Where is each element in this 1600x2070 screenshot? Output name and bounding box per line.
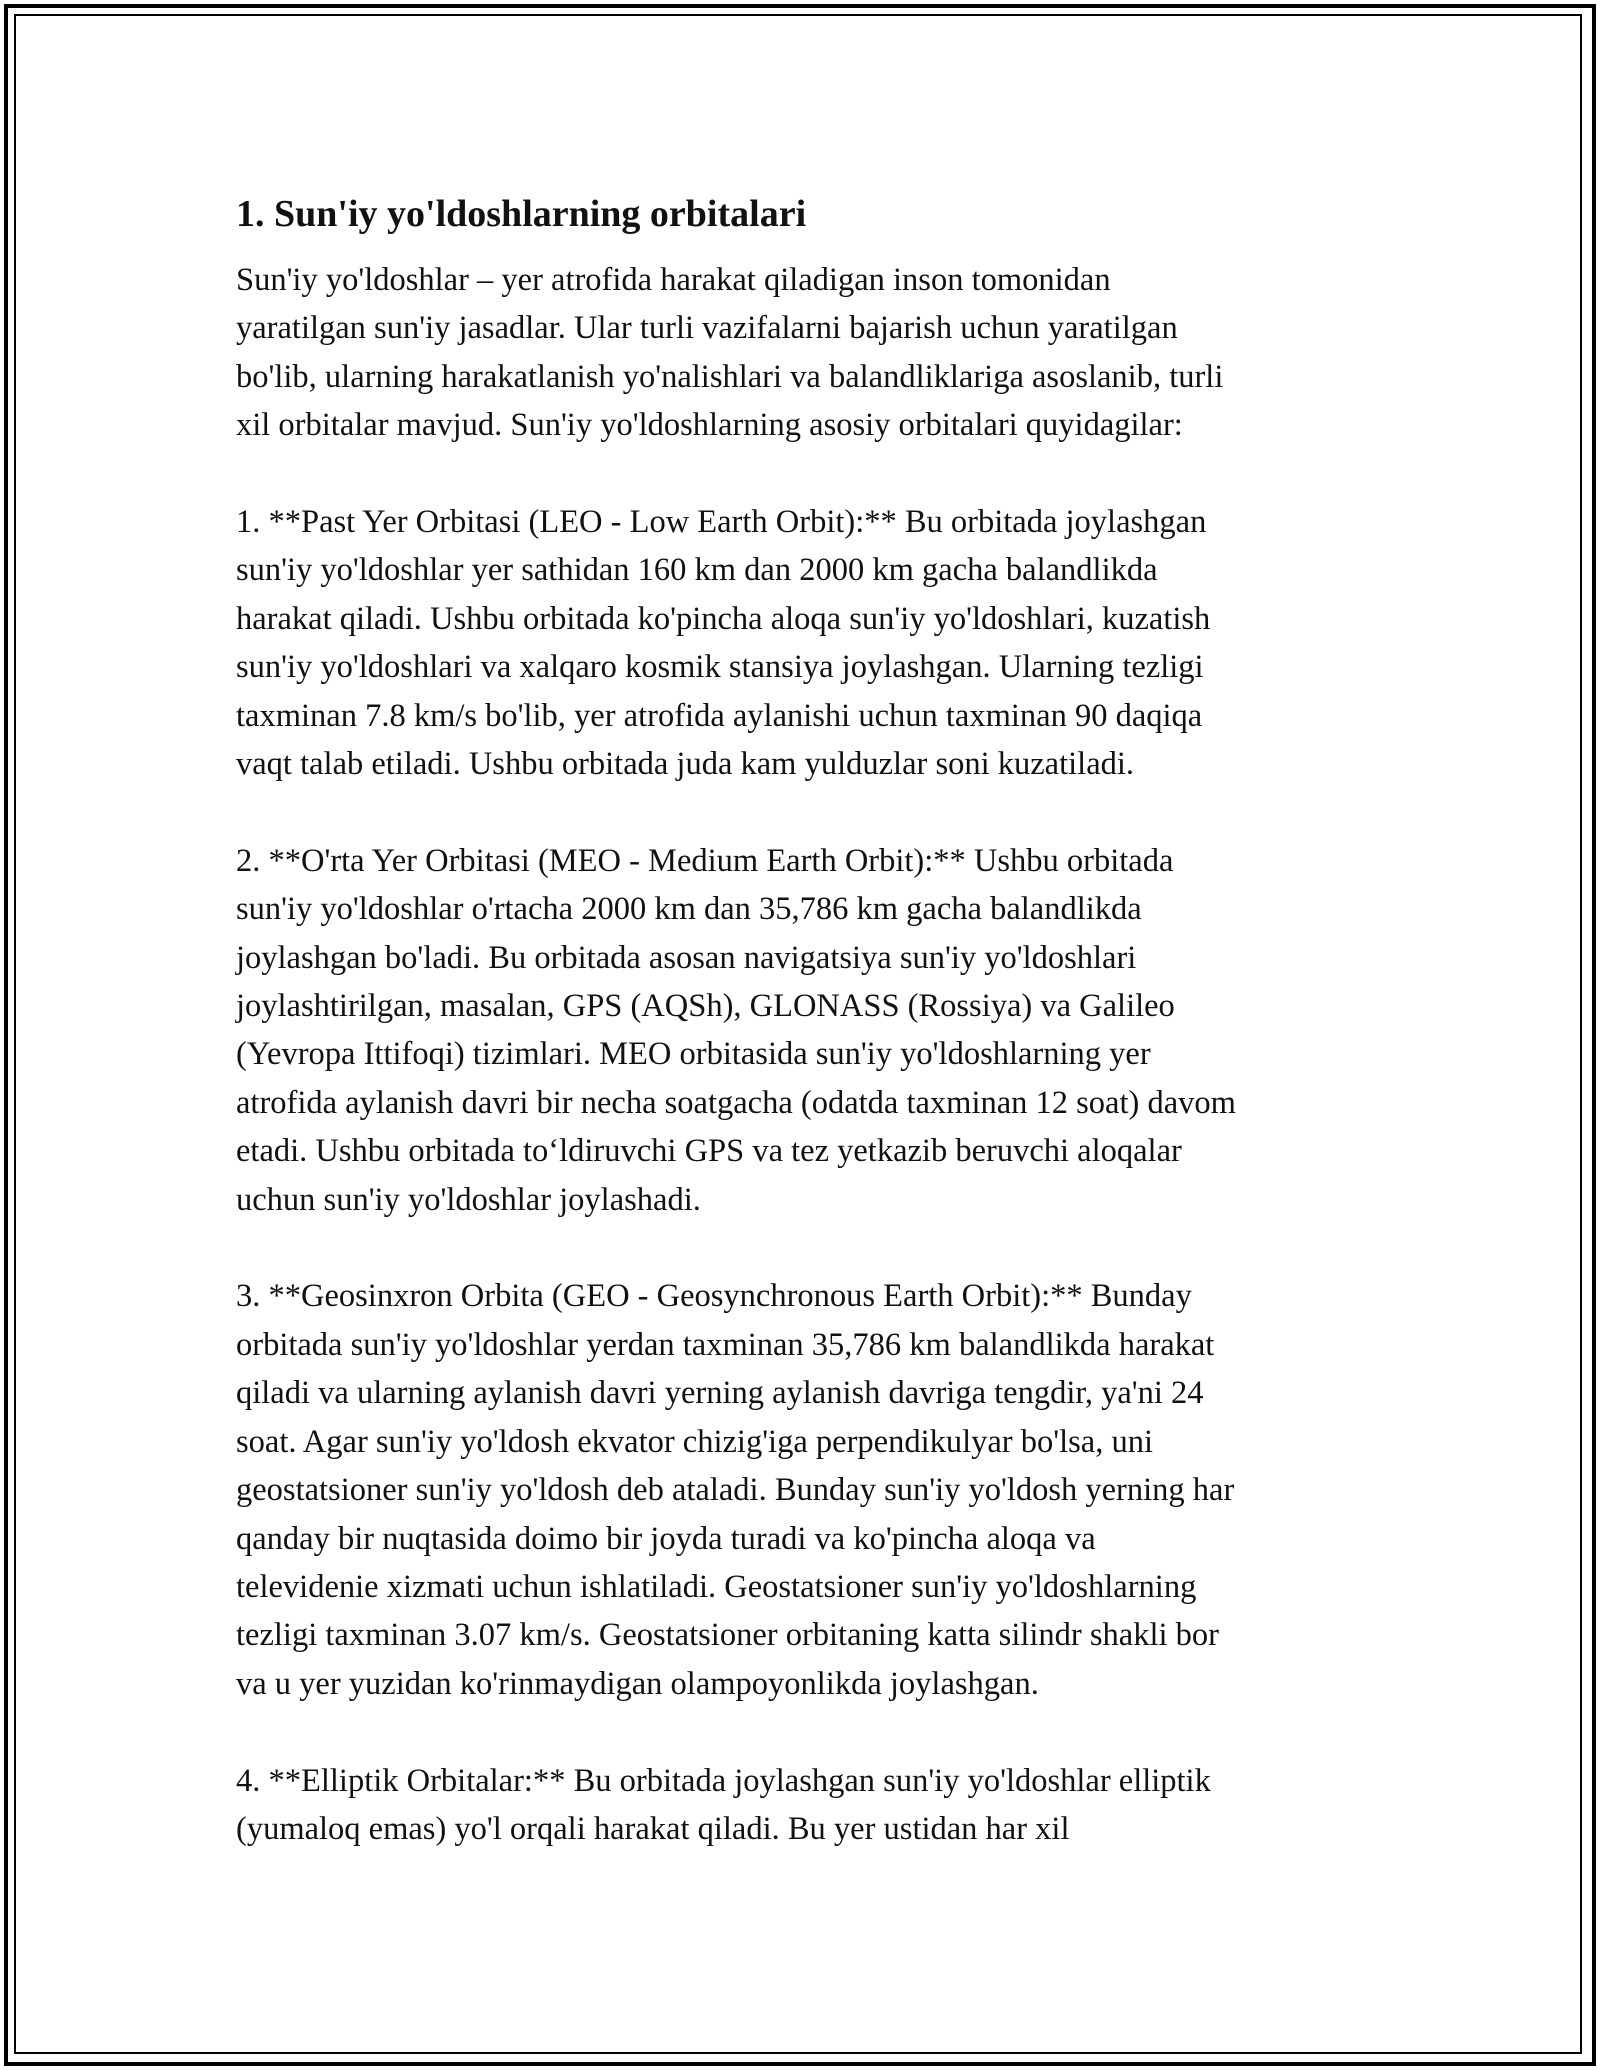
intro-paragraph: Sun'iy yo'ldoshlar – yer atrofida harakat qiladigan inson tomonidan yaratilgan sun'iy jasadlar. Ular turli vazifalarni bajarish uchun yaratilgan bo'lib, ularning harakatlanish yo'nalishlari va balandliklariga asoslanib, turli xil orbitalar mavjud. Sun'iy yo'ldoshlarning asosiy orbitalari quyidagilar: [236,262,1224,444]
section-heading: 1. Sun'iy yo'ldoshlarning orbitalari [236,193,807,235]
geo-paragraph: 3. **Geosinxron Orbita (GEO - Geosynchronous Earth Orbit):** Bunday orbitada sun'iy yo'ldoshlar yerdan taxminan 35,786 km balandlikda harakat qiladi va ularning aylanish davri yerning aylanish davriga tengdir, ya'ni 24 soat. Agar sun'iy yo'ldosh ekvator chizig'iga perpendikulyar bo'lsa, uni geostatsioner sun'iy yo'ldosh deb ataladi. Bunday sun'iy yo'ldosh yerning har qanday bir nuqtasida doimo bir joyda turadi va ko'pincha aloqa va televidenie xizmati uchun ishlatiladi. Geostatsioner sun'iy yo'ldoshlarning tezligi taxminan 3.07 km/s. Geostatsioner orbitaning katta silindr shakli bor va u yer yuzidan ko'rinmaydigan olampoyonlikda joylashgan. [236,1278,1235,1702]
meo-paragraph: 2. **O'rta Yer Orbitasi (MEO - Medium Earth Orbit):** Ushbu orbitada sun'iy yo'ldoshlar o'rtacha 2000 km dan 35,786 km gacha balandlikda joylashgan bo'ladi. Bu orbitada asosan navigatsiya sun'iy yo'ldoshlari joylashtirilgan, masalan, GPS (AQSh), GLONASS (Rossiya) va Galileo (Yevropa Ittifoqi) tizimlari. MEO orbitasida sun'iy yo'ldoshlarning yer atrofida aylanish davri bir necha soatgacha (odatda taxminan 12 soat) davom etadi. Ushbu orbitada to‘ldiruvchi GPS va tez yetkazib beruvchi aloqalar uchun sun'iy yo'ldoshlar joylashadi. [236,842,1236,1218]
document-body [236,186,1376,1853]
leo-paragraph: 1. **Past Yer Orbitasi (LEO - Low Earth Orbit):** Bu orbitada joylashgan sun'iy yo'ldoshlar yer sathidan 160 km dan 2000 km gacha balandlikda harakat qiladi. Ushbu orbitada ko'pincha aloqa sun'iy yo'ldoshlari, kuzatish sun'iy yo'ldoshlari va xalqaro kosmik stansiya joylashgan. Ularning tezligi taxminan 7.8 km/s bo'lib, yer atrofida aylanishi uchun taxminan 90 daqiqa vaqt talab etiladi. Ushbu orbitada juda kam yulduzlar soni kuzatiladi. [236,504,1211,783]
elliptic-paragraph: 4. **Elliptik Orbitalar:** Bu orbitada joylashgan sun'iy yo'ldoshlar elliptik (yumaloq emas) yo'l orqali harakat qiladi. Bu yer ustidan har xil [236,1762,1211,1847]
